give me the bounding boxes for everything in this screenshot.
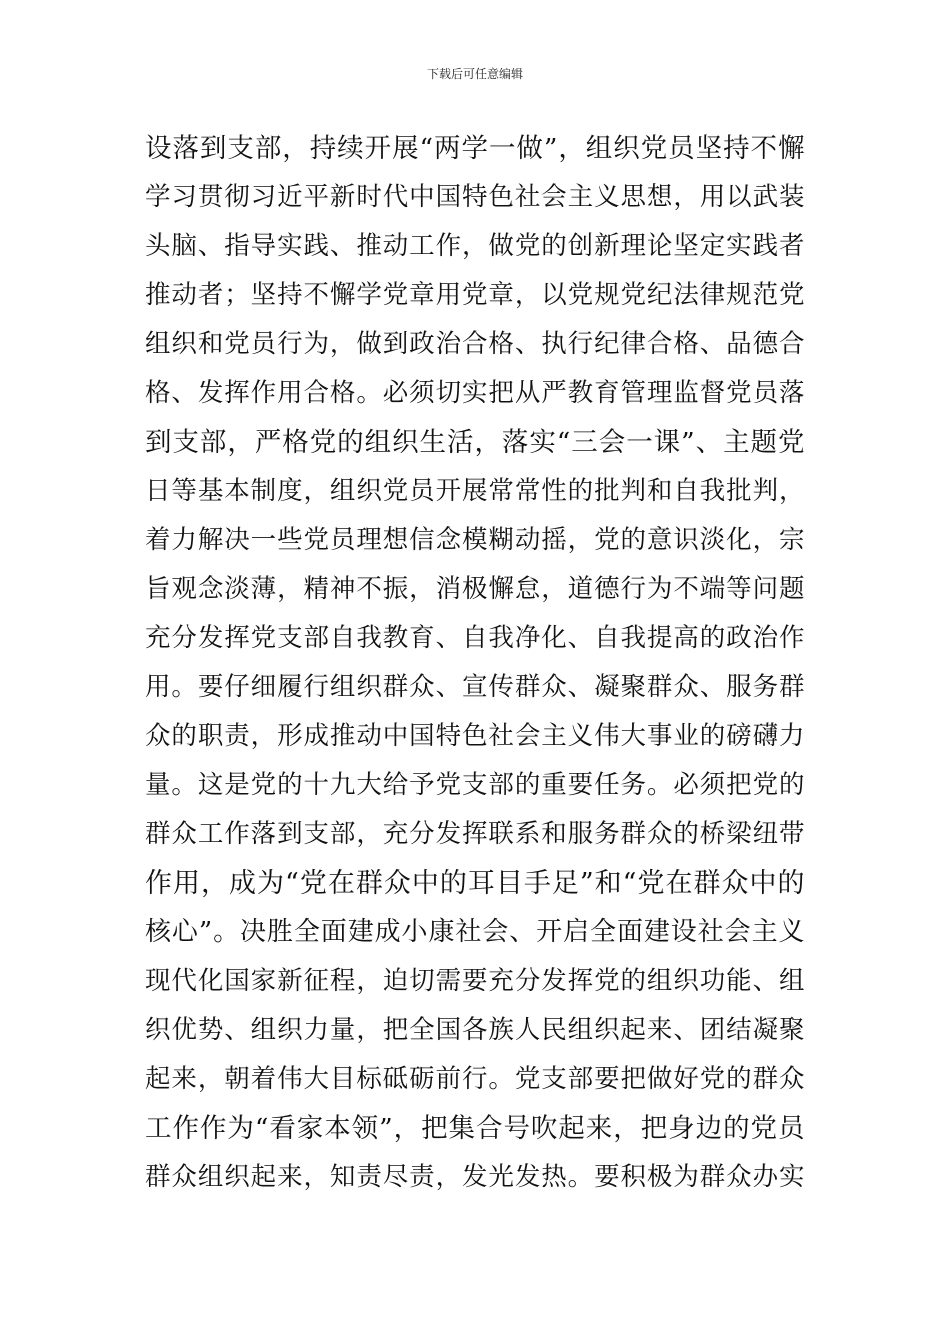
text-line: 起来，朝着伟大目标砥砺前行。党支部要把做好党的群众 [145, 1064, 805, 1094]
text-line: 用。要仔细履行组织群众、宣传群众、凝聚群众、服务群 [145, 672, 805, 702]
text-line: 着力解决一些党员理想信念模糊动摇，党的意识淡化，宗 [145, 525, 805, 555]
text-line: 织优势、组织力量，把全国各族人民组织起来、团结凝聚 [145, 1015, 805, 1045]
text-line: 到支部，严格党的组织生活，落实“三会一课”、主题党 [145, 427, 805, 458]
text-line: 格、发挥作用合格。必须切实把从严教育管理监督党员落 [145, 378, 805, 408]
text-line: 群众工作落到支部，充分发挥联系和服务群众的桥梁纽带 [145, 819, 805, 849]
text-line: 现代化国家新征程，迫切需要充分发挥党的组织功能、组 [145, 966, 805, 996]
text-line: 作用，成为“党在群众中的耳目手足”和“党在群众中的 [145, 868, 805, 899]
text-line: 推动者；坚持不懈学党章用党章，以党规党纪法律规范党 [145, 280, 805, 310]
text-line: 旨观念淡薄，精神不振，消极懈怠，道德行为不端等问题 [145, 574, 805, 604]
text-line: 充分发挥党支部自我教育、自我净化、自我提高的政治作 [145, 623, 805, 653]
text-line: 众的职责，形成推动中国特色社会主义伟大事业的磅礴力 [145, 721, 805, 751]
text-line: 学习贯彻习近平新时代中国特色社会主义思想，用以武装 [145, 182, 805, 212]
text-line: 日等基本制度，组织党员开展常常性的批判和自我批判， [145, 476, 805, 506]
text-line: 量。这是党的十九大给予党支部的重要任务。必须把党的 [145, 770, 805, 800]
text-line: 核心”。决胜全面建成小康社会、开启全面建设社会主义 [145, 917, 805, 947]
page-header: 下载后可任意编辑 [426, 67, 523, 81]
text-line: 头脑、指导实践、推动工作，做党的创新理论坚定实践者 [145, 231, 805, 261]
text-line: 群众组织起来，知责尽责，发光发热。要积极为群众办实 [145, 1162, 805, 1192]
text-line: 工作作为“看家本领”，把集合号吹起来，把身边的党员 [145, 1113, 805, 1144]
text-line: 组织和党员行为，做到政治合格、执行纪律合格、品德合 [145, 329, 805, 359]
body-text [145, 124, 805, 1202]
text-line: 设落到支部，持续开展“两学一做”，组织党员坚持不懈 [145, 133, 805, 164]
